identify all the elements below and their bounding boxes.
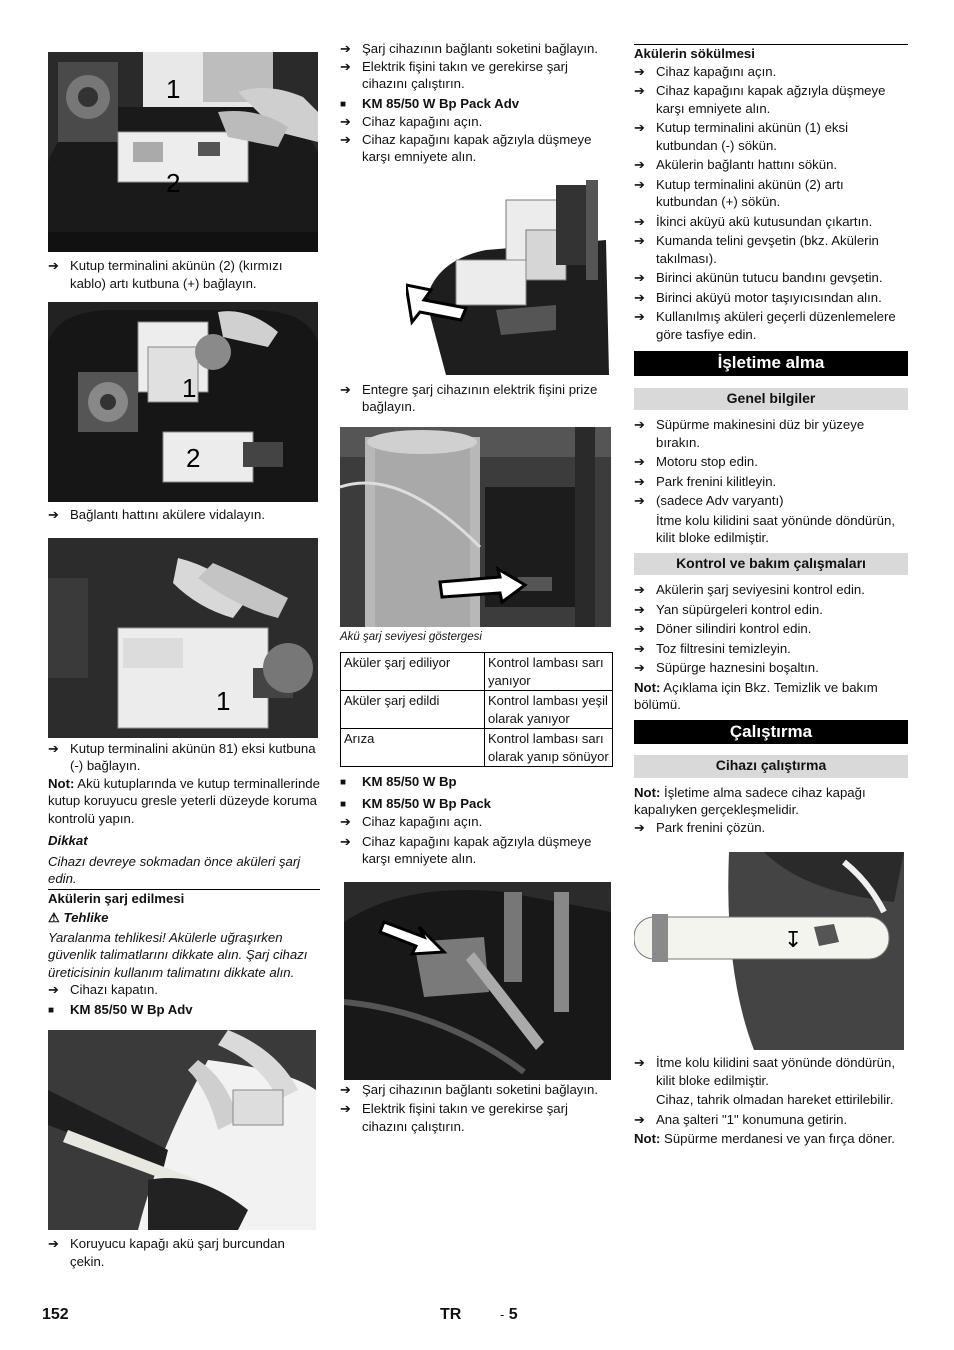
table-row: [341, 691, 613, 729]
table-cell: Kontrol lambası yeşil olarak yanıyor: [485, 691, 613, 729]
arrow-right-icon: ➔: [340, 814, 351, 829]
fig2-label-1: 1: [182, 373, 197, 403]
model-km-bp-adv: ■ KM 85/50 W Bp Adv: [48, 1001, 320, 1020]
subsection-maintenance: Kontrol ve bakım çalışmaları: [634, 553, 908, 576]
fig1-label-1: 1: [166, 74, 181, 104]
step-open-lid: ➔ Cihaz kapağını açın.: [340, 114, 483, 129]
arrow-right-icon: ➔: [340, 114, 351, 129]
column-right: [634, 38, 908, 1148]
arrow-right-icon: ➔: [340, 41, 351, 56]
note-grease: Not: Akü kutuplarında ve kutup terminallerinde kutup koruyucu gresle yeterli düzeyde koruma kontrolü yapın.: [48, 775, 320, 826]
arrow-right-icon: ➔: [340, 1101, 351, 1116]
arrow-right-icon: ➔: [48, 258, 59, 273]
arrow-right-icon: ➔: [634, 473, 645, 489]
page-number: 152: [42, 1306, 69, 1323]
list-item: ➔ (sadece Adv varyantı): [634, 493, 784, 508]
subsection-start-device: Cihazı çalıştırma: [634, 755, 908, 778]
arrow-right-icon: ➔: [634, 621, 645, 636]
column-middle: [340, 38, 612, 1135]
caption-charge-indicator: Akü şarj seviyesi göstergesi: [340, 630, 482, 643]
list-item: ➔ Birinci akünün tutucu bandını gevşetin.: [634, 270, 883, 285]
list-item: ➔ Kutup terminalini akünün (2) artı kutbundan (+) sökün.: [634, 176, 844, 209]
warning-triangle-icon: ⚠: [48, 910, 60, 925]
step-connect-socket: ➔ Şarj cihazının bağlantı soketini bağlayın.: [340, 41, 599, 56]
list-item: ➔ Kullanılmış aküleri geçerli düzenlemelere göre tasfiye edin.: [634, 309, 896, 342]
step-plug-in-2: ➔ Elektrik fişini takın ve gerekirse şarj cihazını çalıştırın.: [340, 1101, 568, 1134]
photo-battery-connection: [48, 302, 318, 502]
caution-title: Dikkat: [48, 833, 88, 848]
model-km-bp: ■ KM 85/50 W Bp: [340, 773, 612, 792]
photo-integrated-charger: [406, 180, 609, 375]
charge-status-table: [340, 652, 613, 767]
step-connect-socket-2: ➔ Şarj cihazının bağlantı soketini bağlayın.: [340, 1081, 599, 1097]
square-bullet-icon: ■: [340, 777, 347, 788]
table-cell: Arıza: [341, 729, 485, 767]
list-item: ➔ Kumanda telini gevşetin (bkz. Akülerin takılması).: [634, 233, 879, 266]
list-item: ➔ Döner silindiri kontrol edin.: [634, 621, 812, 636]
arrow-right-icon: ➔: [634, 213, 645, 229]
step-connect-red-cable: ➔ Kutup terminalini akünün (2) (kırmızı kablo) artı kutbuna (+) bağlayın.: [48, 258, 283, 291]
arrow-right-icon: ➔: [634, 157, 645, 172]
photo-push-handle-lock: [634, 852, 904, 1050]
general-indent-text: İtme kolu kilidini saat yönünde döndürün, kilit bloke edilmiştir.: [656, 512, 895, 545]
note-maintenance: Not: Açıklama için Bkz. Temizlik ve bakım bölümü.: [634, 679, 878, 712]
arrow-right-icon: ➔: [634, 233, 645, 248]
arrow-right-icon: ➔: [340, 381, 351, 397]
step-open-lid-2: ➔ Cihaz kapağını açın.: [340, 814, 483, 829]
photo-charge-socket: [344, 882, 611, 1080]
step-rotate-handle: ➔ İtme kolu kilidini saat yönünde döndürün, kilit bloke edilmiştir.: [634, 1055, 895, 1088]
arrow-right-icon: ➔: [48, 507, 59, 522]
arrow-right-icon: ➔: [48, 1236, 59, 1251]
arrow-right-icon: ➔: [48, 740, 59, 756]
list-item: ➔ Süpürme makinesini düz bir yüzeye bırakın.: [634, 417, 865, 450]
arrow-right-icon: ➔: [634, 1111, 645, 1127]
step-plug-integrated: ➔ Entegre şarj cihazının elektrik fişini prize bağlayın.: [340, 381, 598, 414]
table-cell: Aküler şarj ediliyor: [341, 653, 485, 691]
danger-title: ⚠ Tehlike: [48, 910, 109, 925]
heading-charge-batteries: Akülerin şarj edilmesi: [48, 890, 185, 906]
step-screw-cable: ➔ Bağlantı hattını akülere vidalayın.: [48, 507, 266, 522]
photo-battery-terminal-negative: [48, 538, 318, 738]
fig2-label-2: 2: [186, 443, 201, 473]
table-cell: Kontrol lambası sarı olarak yanıp sönüyor: [485, 729, 613, 767]
list-item: ➔ Süpürge haznesini boşaltın.: [634, 660, 819, 675]
check-steps: [634, 581, 908, 714]
list-item: ➔ Kutup terminalini akünün (1) eksi kutbundan (-) sökün.: [634, 120, 849, 153]
arrow-right-icon: ➔: [634, 1055, 645, 1070]
arrow-right-icon: ➔: [634, 582, 645, 597]
photo-charge-socket-cap: [48, 1030, 316, 1230]
arrow-right-icon: ➔: [634, 270, 645, 285]
step-release-brake: ➔ Park frenini çözün.: [634, 819, 766, 835]
square-bullet-icon: ■: [340, 98, 347, 110]
photo-charge-indicator: [340, 427, 611, 627]
list-item: ➔ Toz filtresini temizleyin.: [634, 640, 791, 656]
arrow-right-icon: ➔: [340, 131, 351, 147]
arrow-right-icon: ➔: [340, 1081, 351, 1097]
heading-battery-removal: Akülerin sökülmesi: [634, 46, 755, 61]
arrow-right-icon: ➔: [634, 454, 645, 469]
list-item: ➔ Park frenini kilitleyin.: [634, 473, 777, 489]
list-item: ➔ İkinci aküyü akü kutusundan çıkartın.: [634, 213, 873, 229]
column-left: [48, 38, 320, 1270]
caution-text: Cihazı devreye sokmadan önce aküleri şarj edin.: [48, 853, 301, 886]
model-km-bp-pack: ■ KM 85/50 W Bp Pack: [340, 795, 612, 814]
danger-text: Yaralanma tehlikesi! Akülerle uğraşırken güvenlik talimatlarını dikkate alın. Şarj cihazı üreticisinin kullanım talimatını dikkate alın.: [48, 929, 308, 980]
language-code: TR: [440, 1306, 462, 1323]
fig3-label-1: 1: [216, 685, 231, 716]
list-item: ➔ Motoru stop edin.: [634, 454, 758, 469]
arrow-right-icon: ➔: [634, 309, 645, 324]
section-operation: Çalıştırma: [634, 720, 908, 745]
model-km-bp-pack-adv: ■ KM 85/50 W Bp Pack Adv: [340, 95, 612, 114]
list-item: ➔ Cihaz kapağını açın.: [634, 63, 777, 79]
sub-page-number: - 5: [500, 1306, 518, 1323]
list-item: ➔ Birinci aküyü motor taşıyıcısından alın.: [634, 289, 882, 305]
general-steps: [634, 416, 908, 547]
arrow-down-icon: ↧: [784, 928, 803, 953]
arrow-right-icon: ➔: [340, 58, 351, 74]
square-bullet-icon: ■: [48, 1004, 55, 1016]
arrow-right-icon: ➔: [634, 417, 645, 432]
arrow-right-icon: ➔: [634, 660, 645, 675]
arrow-right-icon: ➔: [340, 833, 351, 849]
arrow-right-icon: ➔: [634, 493, 645, 508]
note-start: Not: İşletime alma sadece cihaz kapağı kapalıyken gerçekleşmelidir.: [634, 784, 866, 817]
arrow-right-icon: ➔: [634, 63, 645, 79]
step-plug-in: ➔ Elektrik fişini takın ve gerekirse şarj cihazını çalıştırın.: [340, 58, 568, 91]
start-indent-text: Cihaz, tahrik olmadan hareket ettirilebilir.: [656, 1092, 894, 1107]
arrow-right-icon: ➔: [634, 176, 645, 192]
list-item: ➔ Akülerin şarj seviyesini kontrol edin.: [634, 582, 865, 597]
arrow-right-icon: ➔: [634, 83, 645, 98]
fig1-label-2: 2: [166, 168, 181, 198]
arrow-right-icon: ➔: [48, 982, 59, 997]
removal-steps: [634, 63, 908, 344]
list-item: ➔ Akülerin bağlantı hattını sökün.: [634, 157, 838, 172]
arrow-right-icon: ➔: [634, 289, 645, 305]
note-roller: Not: Süpürme merdanesi ve yan fırça döner.: [634, 1131, 895, 1146]
table-row: [341, 729, 613, 767]
list-item: ➔ Cihaz kapağını kapak ağzıyla düşmeye karşı emniyete alın.: [634, 83, 886, 116]
table-cell: Aküler şarj edildi: [341, 691, 485, 729]
square-bullet-icon: ■: [340, 798, 347, 810]
table-row: [341, 653, 613, 691]
step-connect-negative: ➔ Kutup terminalini akünün 81) eksi kutbuna (-) bağlayın.: [48, 740, 316, 773]
arrow-right-icon: ➔: [634, 819, 645, 835]
step-secure-lid-2: ➔ Cihaz kapağını kapak ağzıyla düşmeye karşı emniyete alın.: [340, 833, 592, 866]
photo-battery-terminal-red: [48, 52, 318, 252]
section-commissioning: İşletime alma: [634, 351, 908, 376]
step-main-switch: ➔ Ana şalteri "1" konumuna getirin.: [634, 1111, 848, 1127]
arrow-right-icon: ➔: [634, 640, 645, 656]
step-secure-lid: ➔ Cihaz kapağını kapak ağzıyla düşmeye karşı emniyete alın.: [340, 131, 592, 164]
arrow-right-icon: ➔: [634, 601, 645, 617]
subsection-general-info: Genel bilgiler: [634, 388, 908, 411]
list-item: ➔ Yan süpürgeleri kontrol edin.: [634, 601, 823, 617]
step-remove-cap: ➔ Koruyucu kapağı akü şarj burcundan çekin.: [48, 1236, 285, 1269]
step-switch-off: ➔ Cihazı kapatın.: [48, 982, 158, 997]
table-cell: Kontrol lambası sarı yanıyor: [485, 653, 613, 691]
arrow-right-icon: ➔: [634, 120, 645, 135]
